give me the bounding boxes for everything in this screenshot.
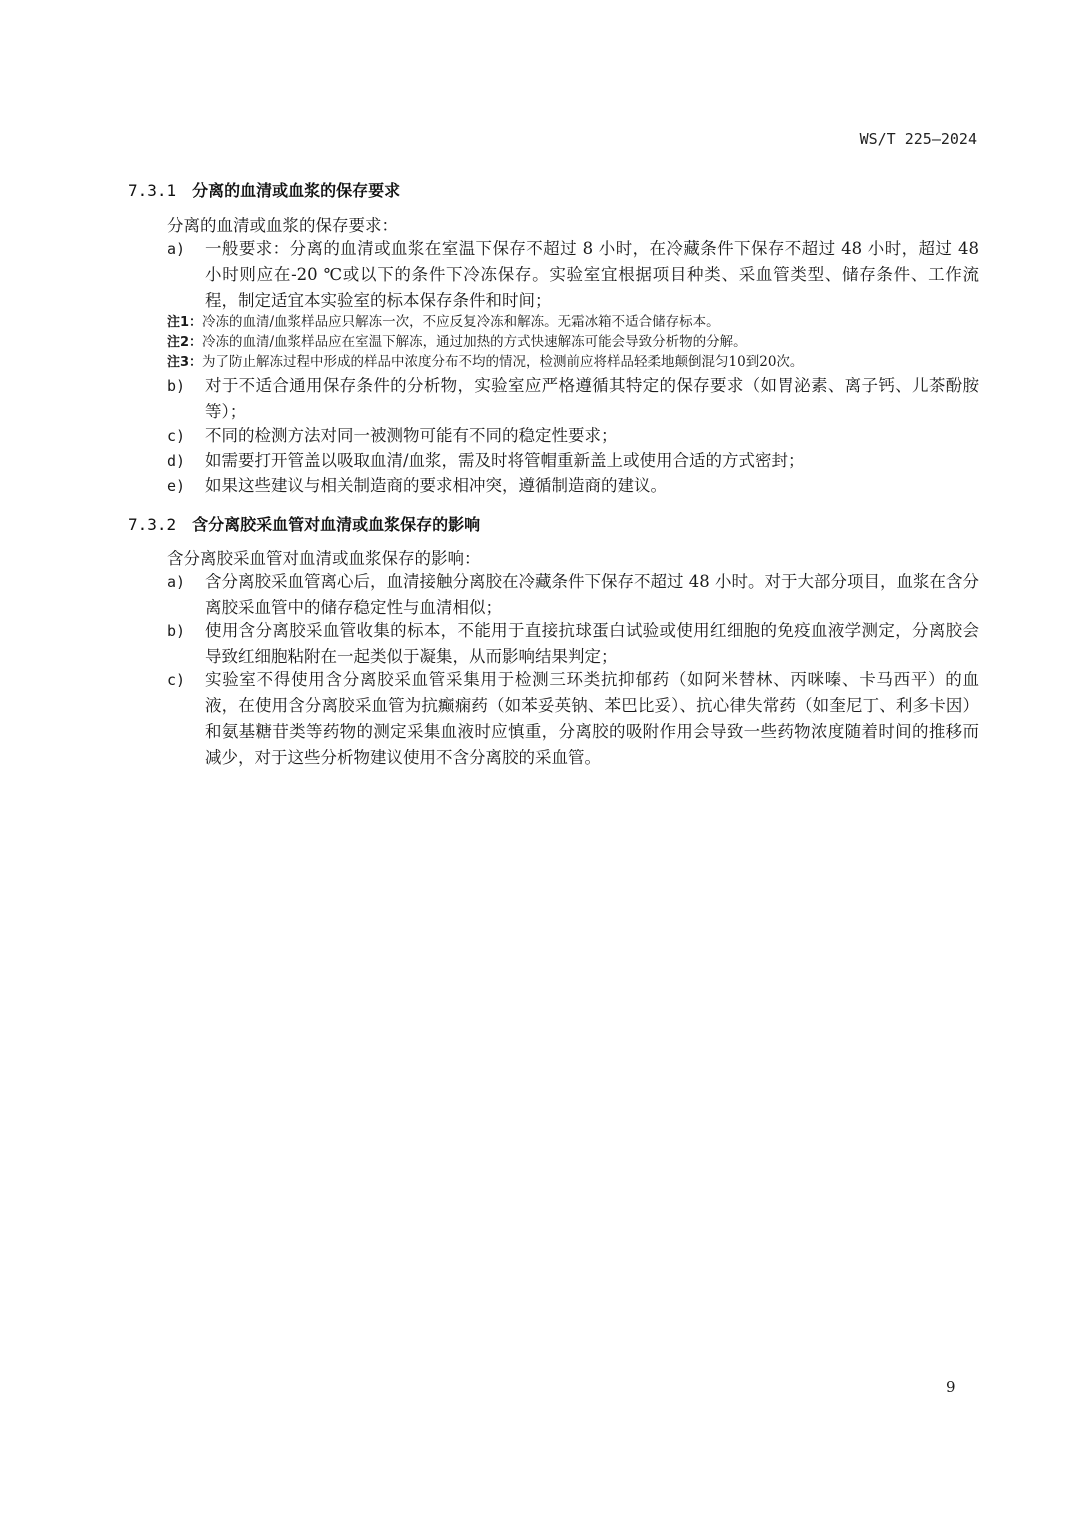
list-marker: b): [167, 377, 186, 395]
list-item: [167, 373, 979, 425]
list-marker: c): [167, 427, 186, 445]
list-item: [167, 667, 979, 771]
section-number: 7.3.1: [128, 181, 177, 200]
list-item: [167, 448, 979, 474]
list-item: [167, 423, 979, 449]
list-marker: b): [167, 622, 186, 640]
note: [167, 353, 987, 372]
list-marker: d): [167, 452, 186, 470]
list-item-text: 如需要打开管盖以吸取血清/血浆，需及时将管帽重新盖上或使用合适的方式密封；: [205, 451, 805, 470]
section-title: 分离的血清或血浆的保存要求: [192, 181, 401, 200]
list-item: [167, 236, 979, 314]
list-marker: a): [167, 240, 186, 258]
note-text: 冷冻的血清/血浆样品应在室温下解冻，通过加热的方式快速解冻可能会导致分析物的分解。: [202, 334, 747, 350]
list-marker: a): [167, 573, 186, 591]
note: [167, 333, 987, 352]
list-item-text: 实验室不得使用含分离胶采血管采集用于检测三环类抗抑郁药（如阿米替林、丙咪嗪、卡马西平）的血液，在使用含分离胶采血管为抗癫痫药（如苯妥英钠、苯巴比妥）、抗心律失常药（如奎尼丁、利多卡因）和氨基糖苷类等药物的测定采集血液时应慎重，分离胶的吸附作用会导致一些药物浓度随着时间的推移而减少，对于这些分析物建议使用不含分离胶的采血管。: [205, 670, 979, 767]
list-item: [167, 618, 979, 670]
section-title: 含分离胶采血管对血清或血浆保存的影响: [192, 515, 481, 534]
section-intro: 含分离胶采血管对血清或血浆保存的影响：: [167, 549, 481, 568]
note: [167, 313, 987, 332]
list-item-text: 不同的检测方法对同一被测物可能有不同的稳定性要求；: [205, 426, 618, 445]
list-marker: e): [167, 477, 186, 495]
list-item: [167, 473, 979, 499]
note-label: 注3：: [167, 355, 203, 370]
list-item-text: 含分离胶采血管离心后，血清接触分离胶在冷藏条件下保存不超过 48 小时。对于大部分项目，血浆在含分离胶采血管中的储存稳定性与血清相似；: [205, 572, 979, 617]
note-text: 冷冻的血清/血浆样品应只解冻一次，不应反复冷冻和解冻。无霜冰箱不适合储存标本。: [202, 314, 720, 330]
note-text: 为了防止解冻过程中形成的样品中浓度分布不均的情况，检测前应将样品轻柔地颠倒混匀10到20次。: [202, 354, 804, 370]
note-label: 注2：: [167, 335, 203, 350]
list-item-text: 一般要求：分离的血清或血浆在室温下保存不超过 8 小时，在冷藏条件下保存不超过 48 小时，超过 48 小时则应在-20 ℃或以下的条件下冷冻保存。实验室宜根据项目种类、采血管类型、储存条件、工作流程，制定适宜本实验室的标本保存条件和时间；: [205, 239, 979, 310]
list-item-text: 如果这些建议与相关制造商的要求相冲突，遵循制造商的建议。: [205, 476, 667, 495]
list-item: [167, 569, 979, 621]
section-heading: [128, 512, 480, 535]
note-label: 注1：: [167, 315, 203, 330]
list-item-text: 对于不适合通用保存条件的分析物，实验室应严格遵循其特定的保存要求（如胃泌素、离子钙、儿茶酚胺等）；: [205, 376, 979, 421]
list-item-text: 使用含分离胶采血管收集的标本，不能用于直接抗球蛋白试验或使用红细胞的免疫血液学测定，分离胶会导致红细胞粘附在一起类似于凝集，从而影响结果判定；: [205, 621, 979, 666]
section-number: 7.3.2: [128, 515, 177, 534]
page-number: 9: [946, 1378, 956, 1396]
document-id: WS/T 225—2024: [859, 130, 977, 148]
list-marker: c): [167, 671, 186, 689]
section-heading: [128, 178, 400, 201]
section-intro: 分离的血清或血浆的保存要求：: [167, 216, 398, 235]
